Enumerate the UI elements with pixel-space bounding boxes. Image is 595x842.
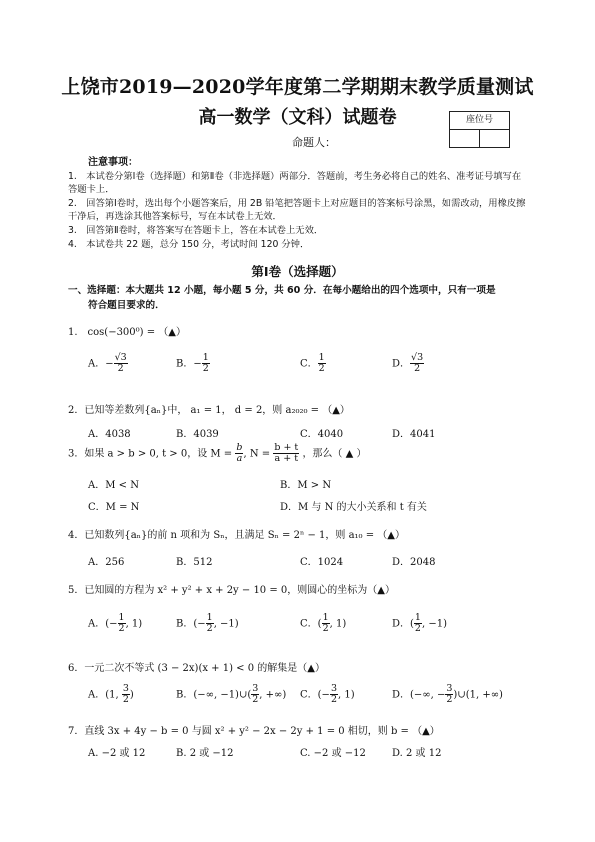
question-6-option-c: C．(− $\frac{3}{2}$ , 1) — [300, 683, 355, 706]
question-6-option-d: D．(−∞, − $\frac{3}{2}$ )∪(1, +∞) — [392, 683, 503, 706]
question-3-option-a: A．M < N — [88, 480, 139, 491]
question-3-stem-suffix: ，那么（ ▲ ） — [302, 448, 367, 460]
question-7-option-b: B. 2 或 −12 — [176, 748, 234, 759]
question-3-stem — [68, 443, 538, 465]
question-7-stem: 7．直线 3x + 4y − b = 0 与圆 x² + y² − 2x − 2y + 1 = 0 相切，则 b = （▲） — [68, 726, 440, 737]
question-2-option-b: B．4039 — [176, 429, 219, 440]
question-5-stem: 5．已知圆的方程为 x² + y² + x + 2y − 10 = 0，则圆心的坐标为（▲） — [68, 585, 395, 596]
part-instructions-line1: 一、选择题：本大题共 12 小题，每小题 5 分，共 60 分．在每小题给出的四个选项中，只有一项是 — [68, 285, 496, 296]
question-3-stem-mid: , N = — [243, 448, 271, 460]
question-5-option-c: C．( $\frac{1}{2}$ , 1) — [300, 612, 347, 635]
question-2-option-a: A．4038 — [88, 429, 131, 440]
question-6-option-a: A．(1, $\frac{3}{2}$ ) — [88, 683, 134, 706]
question-3-option-b: B．M > N — [280, 480, 332, 491]
question-1-option-c: C． $\frac{1}{2}$ — [300, 352, 325, 375]
notice-item-2: 2. 回答第Ⅰ卷时，选出每个小题答案后，用 2B 铅笔把答题卡上对应题目的答案标号涂黑，如需改动，用橡皮擦干净后，再选涂其他答案标号，写在本试卷上无效． — [68, 198, 526, 222]
question-6-option-b: B．(−∞, −1)∪( $\frac{3}{2}$ , +∞) — [176, 683, 287, 706]
part-instructions — [68, 283, 530, 313]
question-4-option-d: D．2048 — [392, 557, 436, 568]
question-3-stem-prefix: 3．如果 a > b > 0, t > 0，设 M = — [68, 448, 233, 460]
seat-number-cells — [450, 130, 509, 148]
fraction-b-over-a: $\frac{b}{a}$ — [236, 442, 243, 465]
question-7-option-c: C. −2 或 −12 — [300, 748, 366, 759]
question-6-stem: 6．一元二次不等式 (3 − 2x)(x + 1) < 0 的解集是（▲） — [68, 663, 325, 674]
question-2-stem: 2．已知等差数列{aₙ}中， a₁ = 1， d = 2，则 a₂₀₂₀ = （▲） — [68, 405, 350, 416]
fraction-b-plus-t-over-a-plus-t: $\frac{b + t}{a + t}$ — [274, 442, 299, 465]
question-5-option-d: D．( $\frac{1}{2}$ , −1) — [392, 612, 447, 635]
seat-number-label: 座位号 — [450, 112, 509, 130]
exam-title: 上饶市2019—2020学年度第二学期期末教学质量测试 — [61, 76, 534, 98]
exam-subtitle: 高一数学（文科）试题卷 — [198, 107, 397, 128]
question-4-option-a: A．256 — [88, 557, 125, 568]
notice-item-3: 3. 回答第Ⅱ卷时，将答案写在答题卡上，答在本试卷上无效． — [68, 225, 324, 236]
part-instructions-line2: 符合题目要求的． — [88, 300, 165, 311]
author-label: 命题人： — [292, 136, 336, 149]
question-1-stem: 1. cos(−300⁰) = （▲） — [68, 327, 186, 338]
question-1-option-b: B．− $\frac{1}{2}$ — [176, 352, 209, 375]
question-4-option-b: B．512 — [176, 557, 213, 568]
question-2-option-d: D．4041 — [392, 429, 436, 440]
question-7-option-a: A. −2 或 12 — [88, 748, 146, 759]
section-title: 第Ⅰ卷（选择题） — [251, 264, 344, 279]
question-4-option-c: C．1024 — [300, 557, 344, 568]
question-2-option-c: C．4040 — [300, 429, 344, 440]
notice-heading: 注意事项： — [88, 157, 138, 168]
question-5-option-b: B．(− $\frac{1}{2}$ , −1) — [176, 612, 239, 635]
question-3-option-d: D．M 与 N 的大小关系和 t 有关 — [280, 502, 427, 513]
seat-number-box — [449, 111, 510, 148]
question-3-option-c: C．M = N — [88, 502, 140, 513]
notice-item-4: 4. 本试卷共 22 题，总分 150 分，考试时间 120 分钟． — [68, 239, 310, 250]
question-1-option-d: D． $\frac{√3}{2}$ — [392, 352, 424, 375]
question-4-stem: 4．已知数列{aₙ}的前 n 项和为 Sₙ，且满足 Sₙ = 2ⁿ − 1，则 a₁₀ = （▲） — [68, 530, 405, 541]
notice-item-1: 1. 本试卷分第Ⅰ卷（选择题）和第Ⅱ卷（非选择题）两部分．答题前，考生务必将自己的姓名、准考证号填写在答题卡上． — [68, 171, 522, 195]
question-1-option-a: A．− $\frac{√3}{2}$ — [88, 352, 127, 375]
question-7-option-d: D. 2 或 12 — [392, 748, 442, 759]
question-5-option-a: A．(− $\frac{1}{2}$ , 1) — [88, 612, 143, 635]
